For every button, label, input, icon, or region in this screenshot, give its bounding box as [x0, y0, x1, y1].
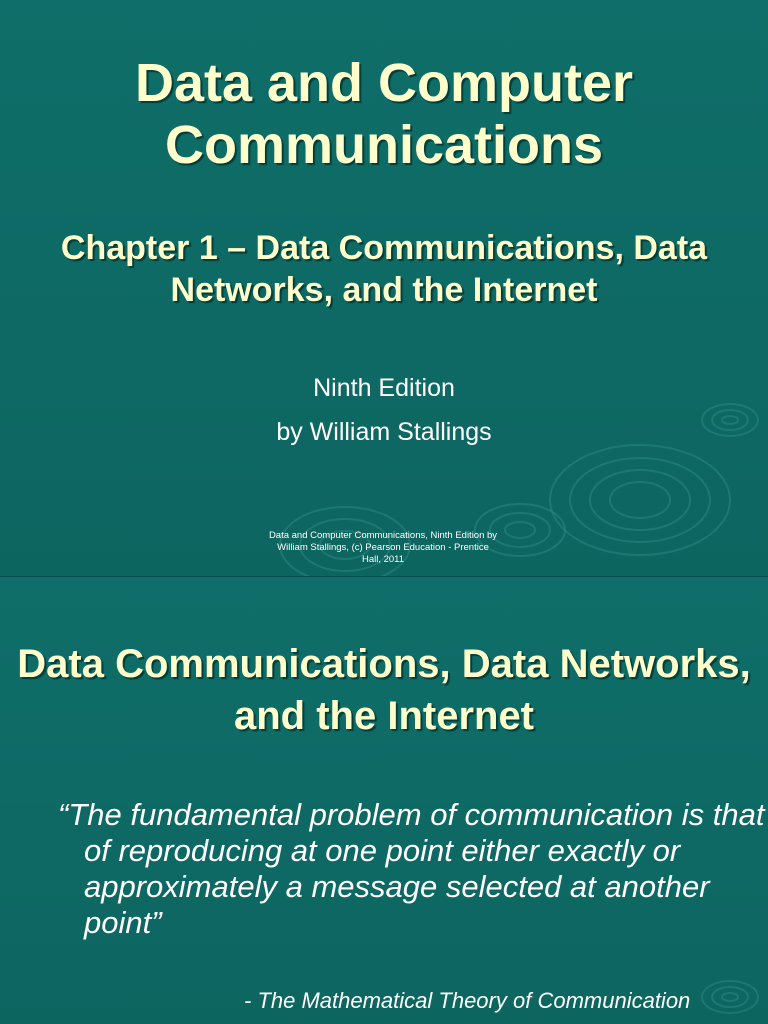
- edition-text: Ninth Edition: [313, 374, 455, 402]
- slide-2: [0, 577, 768, 1024]
- quote-text: “The fundamental problem of communication is that of reproducing at one point either exactly or approximately a message selected at another point”: [58, 797, 765, 940]
- slide-1-footer: Data and Computer Communications, Ninth Edition by William Stallings, (c) Pearson Education - Prentice Hall, 2011: [268, 530, 498, 565]
- author-text: by William Stallings: [276, 418, 492, 446]
- slide-1-subtitle: Chapter 1 – Data Communications, Data Networks, and the Internet: [60, 229, 708, 309]
- slide-1-title: Data and Computer Communications: [134, 53, 634, 175]
- quote-attribution: - The Mathematical Theory of Communication: [244, 988, 691, 1013]
- slide-2-title: Data Communications, Data Networks, and the Internet: [17, 642, 751, 738]
